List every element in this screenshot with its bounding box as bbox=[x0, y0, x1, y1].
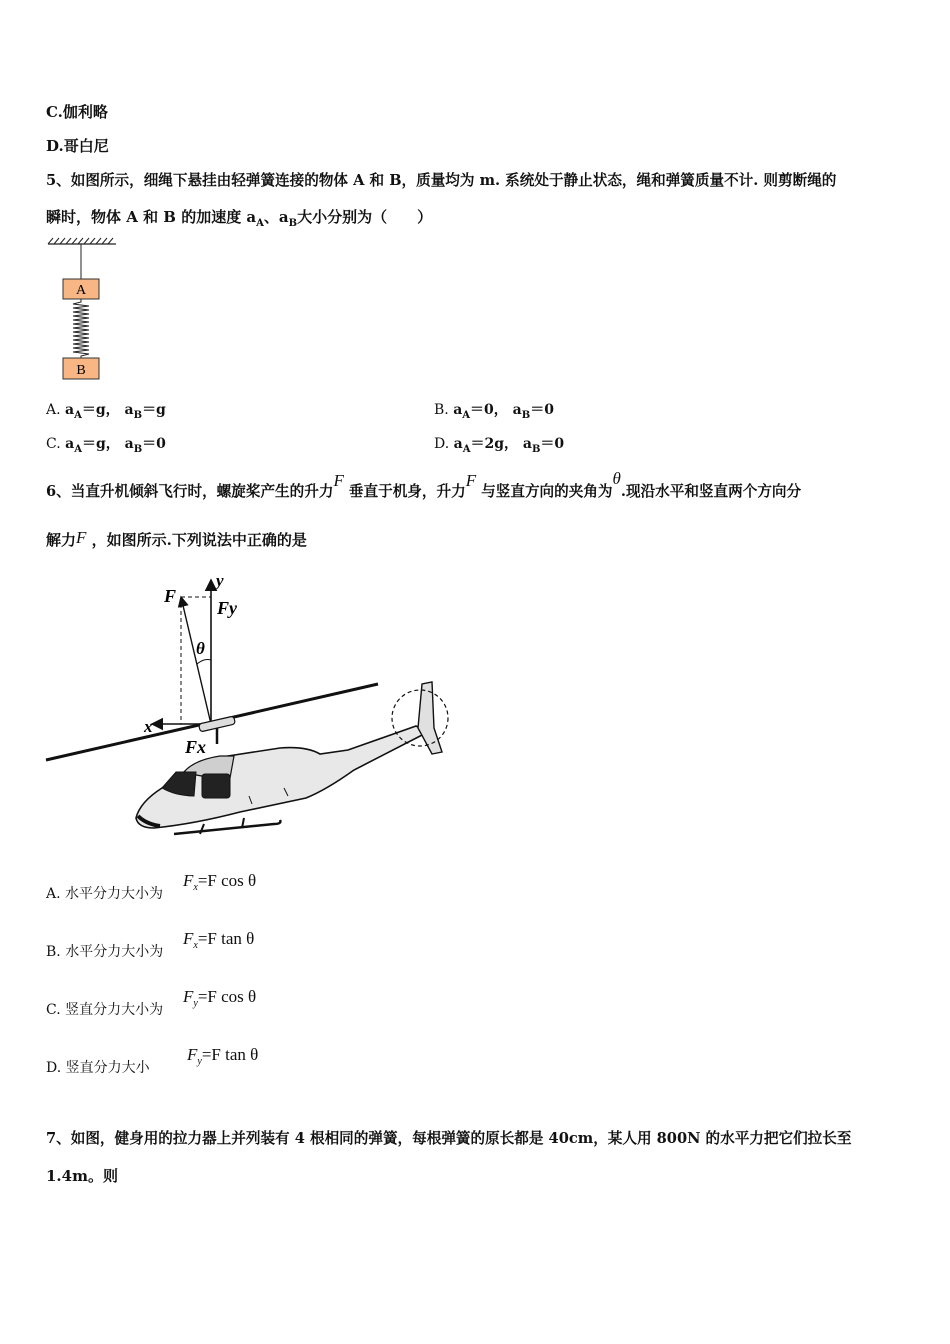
label-f: F bbox=[164, 586, 177, 606]
q6-option-d-formula: $F_y=F$ tan θ bbox=[187, 1045, 259, 1067]
q6-option-c: C. 竖直分力大小为 bbox=[46, 1002, 164, 1018]
q6-option-a: A. 水平分力大小为 bbox=[46, 886, 164, 902]
q4-option-d: D.哥白尼 bbox=[46, 137, 109, 155]
q7-stem-line1: 7、如图，健身用的拉力器上并列装有 4 根相同的弹簧，每根弹簧的原长都是 40cm，某人用 800N 的水平力把它们拉长至 bbox=[46, 1130, 852, 1147]
spring bbox=[73, 299, 89, 358]
q6-option-b-formula: $F_x=F$ tan θ bbox=[183, 929, 255, 951]
theta-arc bbox=[197, 660, 211, 665]
label-fy: Fy bbox=[217, 598, 237, 618]
q4-option-c: C.伽利略 bbox=[46, 103, 108, 121]
block-b-label: B bbox=[76, 363, 86, 378]
tail-fin bbox=[418, 682, 442, 754]
label-theta: θ bbox=[196, 639, 205, 658]
label-y: y bbox=[216, 571, 224, 590]
q6-stem-line1: 6、当直升机倾斜飞行时，螺旋桨产生的升力F 垂直于机身，升力F 与竖直方向的夹角为θ.现沿水平和竖直两个方向分 bbox=[46, 469, 802, 500]
q6-helicopter-figure bbox=[44, 566, 454, 842]
q5-spring-figure bbox=[44, 236, 124, 384]
q7-stem-line2: 1.4m。则 bbox=[46, 1167, 118, 1185]
q5-stem-line1: 5、如图所示，细绳下悬挂由轻弹簧连接的物体 A 和 B，质量均为 m. 系统处于静止状态，绳和弹簧质量不计. 则剪断绳的 bbox=[46, 172, 837, 189]
label-x: x bbox=[144, 717, 153, 736]
label-fx: Fx bbox=[185, 737, 207, 757]
q6-option-a-formula: $F_x=F$ cos θ bbox=[183, 871, 257, 893]
q6-option-c-formula: $F_y=F$ cos θ bbox=[183, 987, 257, 1009]
force-f-arrow bbox=[181, 597, 211, 724]
q5-option-a: A. $a_A=g$， $a_B=g$ bbox=[46, 402, 166, 421]
q6-option-b: B. 水平分力大小为 bbox=[46, 944, 164, 960]
q5-option-b: B. $a_A=0$， $a_B=0$ bbox=[434, 402, 554, 421]
q6-stem-line2: 解力F ，如图所示.下列说法中正确的是 bbox=[46, 528, 307, 549]
q5-option-d: D. $a_A=2g$， $a_B=0$ bbox=[434, 436, 565, 455]
block-a-label: A bbox=[75, 283, 87, 298]
q5-option-c: C. $a_A=g$， $a_B=0$ bbox=[46, 436, 166, 455]
q6-option-d: D. 竖直分力大小 bbox=[46, 1060, 150, 1076]
q5-stem-line2: 瞬时，物体 A 和 B 的加速度 $a_A$、$a_B$大小分别为（ ） bbox=[46, 208, 433, 229]
side-window bbox=[202, 774, 230, 798]
